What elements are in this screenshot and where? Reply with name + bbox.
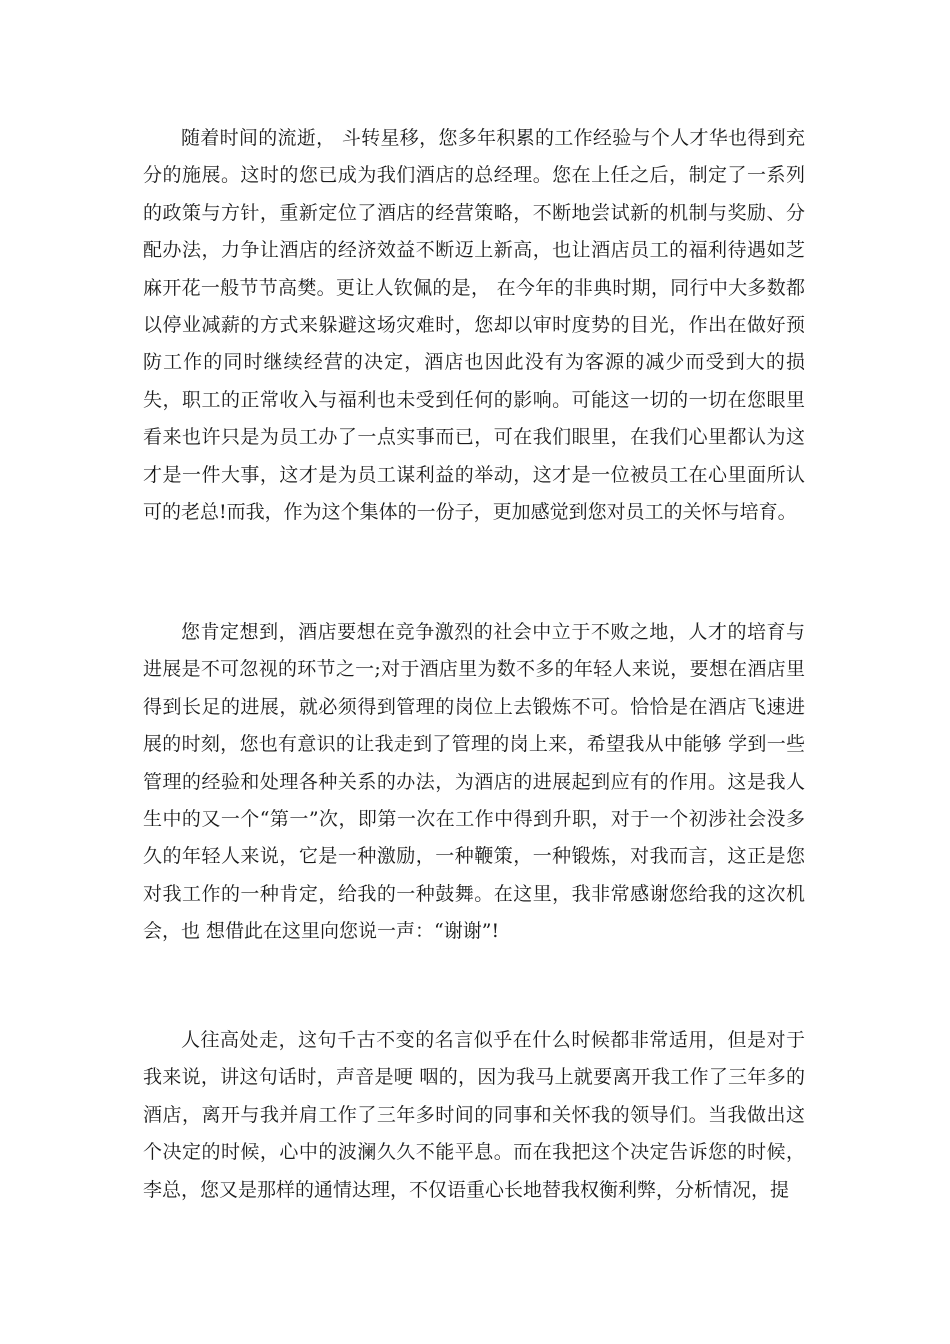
body-paragraph: 人往高处走，这句千古不变的名言似乎在什么时候都非常适用，但是对于我来说，讲这句话时，声音是哽 咽的，因为我马上就要离开我工作了三年多的酒店，离开与我并肩工作了三年多时间的同事和关怀我的领导们。当我做出这个决定的时候，心中的波澜久久不能平息。而在我把这个决定告诉您的时候，李总，您又是那样的通情达理，不仅语重心长地替我权衡利弊，分析情况，提 [143, 1029, 805, 1201]
body-paragraph: 您肯定想到，酒店要想在竞争激烈的社会中立于不败之地，人才的培育与进展是不可忽视的环节之一;对于酒店里为数不多的年轻人来说，要想在酒店里得到长足的进展，就必须得到管理的岗位上去锻炼不可。恰恰是在酒店飞速进展的时刻，您也有意识的让我走到了管理的岗上来，希望我从中能够 学到一些管理的经验和处理各种关系的办法，为酒店的进展起到应有的作用。这是我人生中的又一个“第一”次，即第一次在工作中得到升职，对于一个初涉社会没多久的年轻人来说，它是一种激励，一种鞭策，一种锻炼，对我而言，这正是您对我工作的一种肯定，给我的一种鼓舞。在这里，我非常感谢您给我的这次机会，也 想借此在这里向您说一声：“谢谢”! [143, 621, 805, 943]
body-paragraph: 随着时间的流逝， 斗转星移，您多年积累的工作经验与个人才华也得到充分的施展。这时的您已成为我们酒店的总经理。您在上任之后，制定了一系列的政策与方针，重新定位了酒店的经营策略，不断地尝试新的机制与奖励、分配办法，力争让酒店的经济效益不断迈上新高，也让酒店员工的福利待遇如芝麻开花一般节节高樊。更让人钦佩的是， 在今年的非典时期，同行中大多数都以停业减薪的方式来躲避这场灾难时，您却以审时度势的目光，作出在做好预防工作的同时继续经营的决定，酒店也因此没有为客源的减少而受到大的损失，职工的正常收入与福利也未受到任何的影响。可能这一切的一切在您眼里看来也许只是为员工办了一点实事而已，可在我们眼里，在我们心里都认为这才是一件大事，这才是为员工谋利益的举动，这才是一位被员工在心里面所认可的老总!而我，作为这个集体的一份子，更加感觉到您对员工的关怀与培育。 [143, 127, 805, 524]
